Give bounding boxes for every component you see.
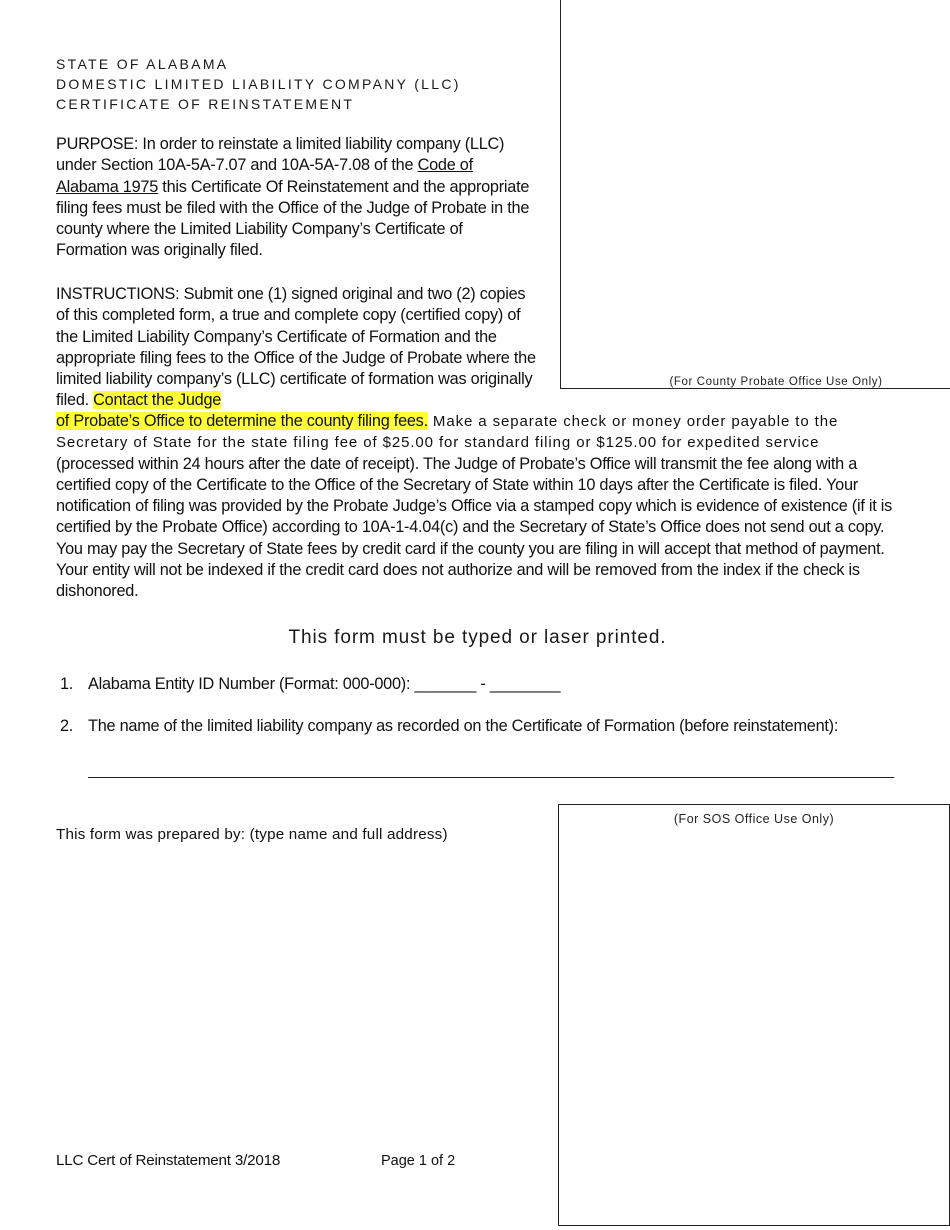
entity-id-field[interactable]: Alabama Entity ID Number (Format: 000-000): _______ - ________	[88, 675, 561, 693]
item-company-name	[60, 716, 900, 737]
header-state: STATE OF ALABAMA	[56, 56, 229, 72]
fee-standard: $25.00 for standard filing	[382, 434, 572, 452]
prepared-by-label: This form was prepared by: (type name and full address)	[56, 826, 448, 843]
typed-notice: This form must be typed or laser printed.	[288, 627, 667, 648]
instructions-continued	[56, 411, 896, 603]
item-number: 2.	[60, 717, 74, 735]
instructions-rest: (processed within 24 hours after the date of receipt). The Judge of Probate’s Office will transmit the fee along with a certified copy of the Certificate to the Office of the Secretary of State within 10 days after the Certificate is filed. Your notification of filing was provided by the Probate Judge’s Office via a stamped copy which is evidence of existence (if it is certified by the Probate Office) according to 10A-1-4.04(c) and the Secretary of State’s Office does not send out a copy. You may pay the Secretary of State fees by credit card if the county you are filing in will accept that method of payment. Your entity will not be indexed if the credit card does not authorize and will be removed from the index if the check is dishonored.	[56, 454, 893, 601]
sos-office-note: (For SOS Office Use Only)	[673, 812, 835, 826]
probate-office-note: (For County Probate Office Use Only)	[669, 376, 883, 388]
footer-page-number: Page 1 of 2	[381, 1153, 456, 1169]
company-name-label: The name of the limited liability company as recorded on the Certificate of Formation (before reinstatement):	[88, 717, 839, 735]
highlight-county-fees: of Probate’s Office to determine the county filing fees.	[56, 412, 428, 430]
header-entity-type: DOMESTIC LIMITED LIABILITY COMPANY (LLC)	[56, 76, 461, 92]
highlight-contact-judge: Contact the Judge	[93, 391, 222, 410]
item-number: 1.	[60, 675, 74, 693]
header-certificate-title: CERTIFICATE OF REINSTATEMENT	[56, 96, 355, 112]
code-of-alabama-ref: Code of Alabama 1975	[56, 156, 473, 196]
item-entity-id	[60, 674, 900, 695]
purpose-lead: PURPOSE: In order to reinstate a limited liability company (LLC) under Section 10A-5A-7.07 and 10A-5A-7.08 of the	[56, 135, 505, 175]
footer-form-id: LLC Cert of Reinstatement 3/2018	[56, 1152, 281, 1169]
purpose-paragraph	[56, 134, 531, 262]
fee-expedited: $125.00 for expedited service	[596, 434, 820, 452]
probate-office-box	[560, 0, 950, 389]
instructions-fee-part-a: Make a separate check or money order payable to the Secretary of State for the state filing fee of	[56, 413, 839, 452]
instructions-lead: INSTRUCTIONS: Submit one (1) signed original and two (2) copies of this completed form, a true and complete copy (certified copy) of the Limited Liability Company’s Certificate of Formation and the appropriate filing fees to the Office of the Judge of Probate where the limited liability company’s (LLC) certificate of formation was originally filed.	[56, 285, 536, 410]
instructions-paragraph	[56, 284, 536, 412]
company-name-field[interactable]	[88, 777, 894, 778]
purpose-tail: this Certificate Of Reinstatement and the appropriate filing fees must be filed with the Office of the Judge of Probate in the county where the Limited Liability Company’s Certificate of Formation was originally filed.	[56, 177, 530, 260]
sos-office-box	[558, 804, 950, 1226]
fee-or: or	[571, 434, 597, 452]
